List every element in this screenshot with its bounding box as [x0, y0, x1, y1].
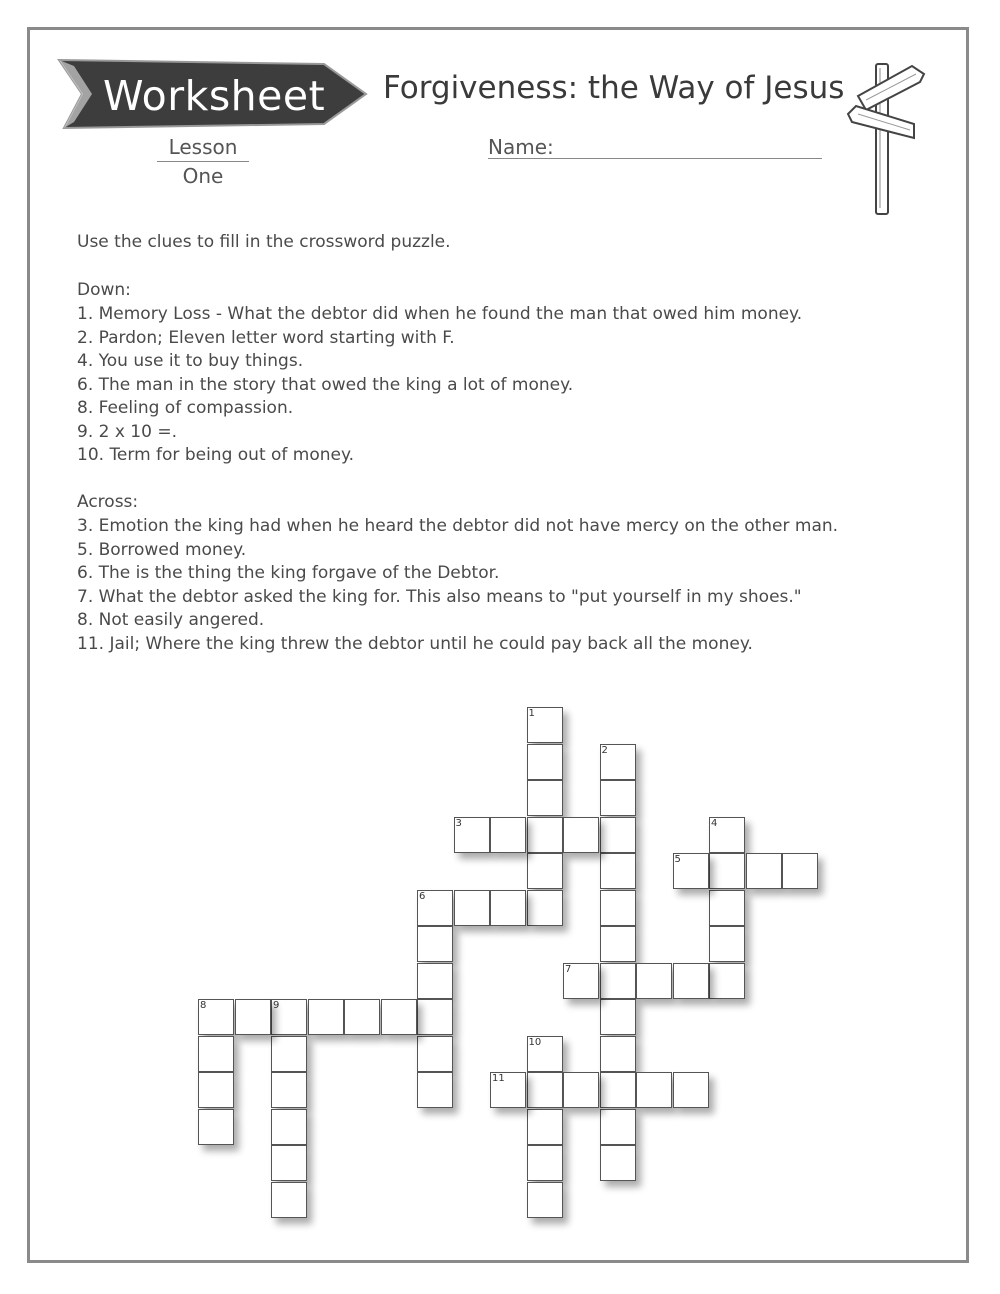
down-heading: Down: [77, 280, 131, 300]
lesson-number: One [182, 164, 224, 188]
crossword-cell[interactable] [527, 780, 563, 816]
crossword-cell[interactable] [198, 1036, 234, 1072]
crossword-cell[interactable] [271, 1036, 307, 1072]
crossword-cell[interactable] [527, 744, 563, 780]
crossword-cell[interactable] [600, 1072, 636, 1108]
crossword-clue-number: 11 [492, 1073, 505, 1084]
down-clue: 10. Term for being out of money. [77, 445, 355, 465]
crossword-cell[interactable] [527, 1145, 563, 1181]
down-clue: 8. Feeling of compassion. [77, 398, 294, 418]
across-clue-list [77, 515, 838, 656]
crossword-cell[interactable] [417, 926, 453, 962]
down-clue: 2. Pardon; Eleven letter word starting with F. [77, 327, 455, 348]
across-clue: 11. Jail; Where the king threw the debtor until he could pay back all the money. [77, 633, 753, 654]
crossword-cell[interactable] [198, 1109, 234, 1145]
crossword-cell[interactable] [527, 817, 563, 853]
crossword-cell[interactable] [600, 780, 636, 816]
crossword-cell[interactable] [600, 817, 636, 853]
crossword-clue-number: 5 [674, 854, 681, 865]
crossword-cell[interactable] [271, 1145, 307, 1181]
name-field[interactable] [488, 158, 822, 159]
crossword-cell[interactable] [235, 999, 271, 1035]
crossword-cell[interactable] [709, 890, 745, 926]
down-clue: 9. 2 x 10 =. [77, 421, 177, 442]
crossword-clue-number: 2 [601, 744, 608, 756]
page-title: Forgiveness: the Way of Jesus [383, 70, 845, 106]
down-clue: 4. You use it to buy things. [77, 351, 304, 371]
crossword-cell[interactable] [746, 853, 782, 889]
crossword-cell[interactable] [709, 926, 745, 962]
crossword-cell[interactable] [673, 963, 709, 999]
crossword-cell[interactable] [417, 999, 453, 1035]
crossword-cell[interactable] [490, 890, 526, 926]
crossword-cell[interactable] [600, 963, 636, 999]
crossword-cell[interactable] [636, 1072, 672, 1108]
crossword-clue-number: 8 [200, 1000, 207, 1011]
crossword-clue-number: 10 [528, 1036, 542, 1048]
crossword-cell[interactable] [600, 853, 636, 889]
crossword-cell[interactable] [417, 1036, 453, 1072]
instructions: Use the clues to fill in the crossword puzzle. [77, 232, 451, 252]
signpost-icon [840, 58, 936, 218]
banner-label: Worksheet [103, 72, 326, 120]
lesson-label: Lesson [157, 135, 249, 162]
crossword-cell[interactable] [527, 890, 563, 926]
crossword-clue-number: 7 [565, 963, 572, 975]
name-label: Name: [488, 135, 554, 159]
down-clue: 6. The man in the story that owed the king a lot of money. [77, 374, 574, 395]
crossword-clue-number: 3 [455, 817, 462, 829]
crossword-cell[interactable] [381, 999, 417, 1035]
crossword-cell[interactable] [198, 1072, 234, 1108]
crossword-clue-number: 6 [419, 890, 426, 902]
crossword-clue-number: 9 [273, 1000, 280, 1011]
crossword-cell[interactable] [563, 817, 599, 853]
crossword-cell[interactable] [271, 1072, 307, 1108]
crossword-cell[interactable] [709, 853, 745, 889]
crossword-cell[interactable] [527, 1109, 563, 1145]
crossword-cell[interactable] [600, 1109, 636, 1145]
crossword-cell[interactable] [600, 1145, 636, 1181]
crossword-cell[interactable] [600, 890, 636, 926]
crossword-cell[interactable] [600, 999, 636, 1035]
crossword-cell[interactable] [417, 963, 453, 999]
crossword-cell[interactable] [600, 926, 636, 962]
down-clue: 1. Memory Loss - What the debtor did when he found the man that owed him money. [77, 304, 803, 324]
crossword-cell[interactable] [271, 1182, 307, 1218]
across-clue: 6. The is the thing the king forgave of the Debtor. [77, 563, 500, 583]
crossword-cell[interactable] [709, 963, 745, 999]
across-clue: 3. Emotion the king had when he heard the debtor did not have mercy on the other man. [77, 516, 839, 536]
crossword-cell[interactable] [308, 999, 344, 1035]
crossword-cell[interactable] [782, 853, 818, 889]
crossword-clue-number: 1 [528, 708, 535, 719]
crossword-cell[interactable] [636, 963, 672, 999]
crossword-cell[interactable] [600, 1036, 636, 1072]
across-heading: Across: [77, 492, 139, 512]
crossword-cell[interactable] [454, 890, 490, 926]
crossword-cell[interactable] [527, 1182, 563, 1218]
crossword-cell[interactable] [271, 1109, 307, 1145]
crossword-cell[interactable] [563, 1072, 599, 1108]
crossword-cell[interactable] [527, 853, 563, 889]
across-clue: 8. Not easily angered. [77, 610, 265, 630]
down-clue-list [77, 303, 802, 468]
crossword-cell[interactable] [527, 1072, 563, 1108]
crossword-clue-number: 4 [711, 817, 718, 829]
crossword-cell[interactable] [344, 999, 380, 1035]
across-clue: 7. What the debtor asked the king for. This also means to "put yourself in my shoes." [77, 586, 802, 607]
crossword-cell[interactable] [490, 817, 526, 853]
crossword-cell[interactable] [417, 1072, 453, 1108]
crossword-cell[interactable] [673, 1072, 709, 1108]
across-clue: 5. Borrowed money. [77, 539, 247, 560]
